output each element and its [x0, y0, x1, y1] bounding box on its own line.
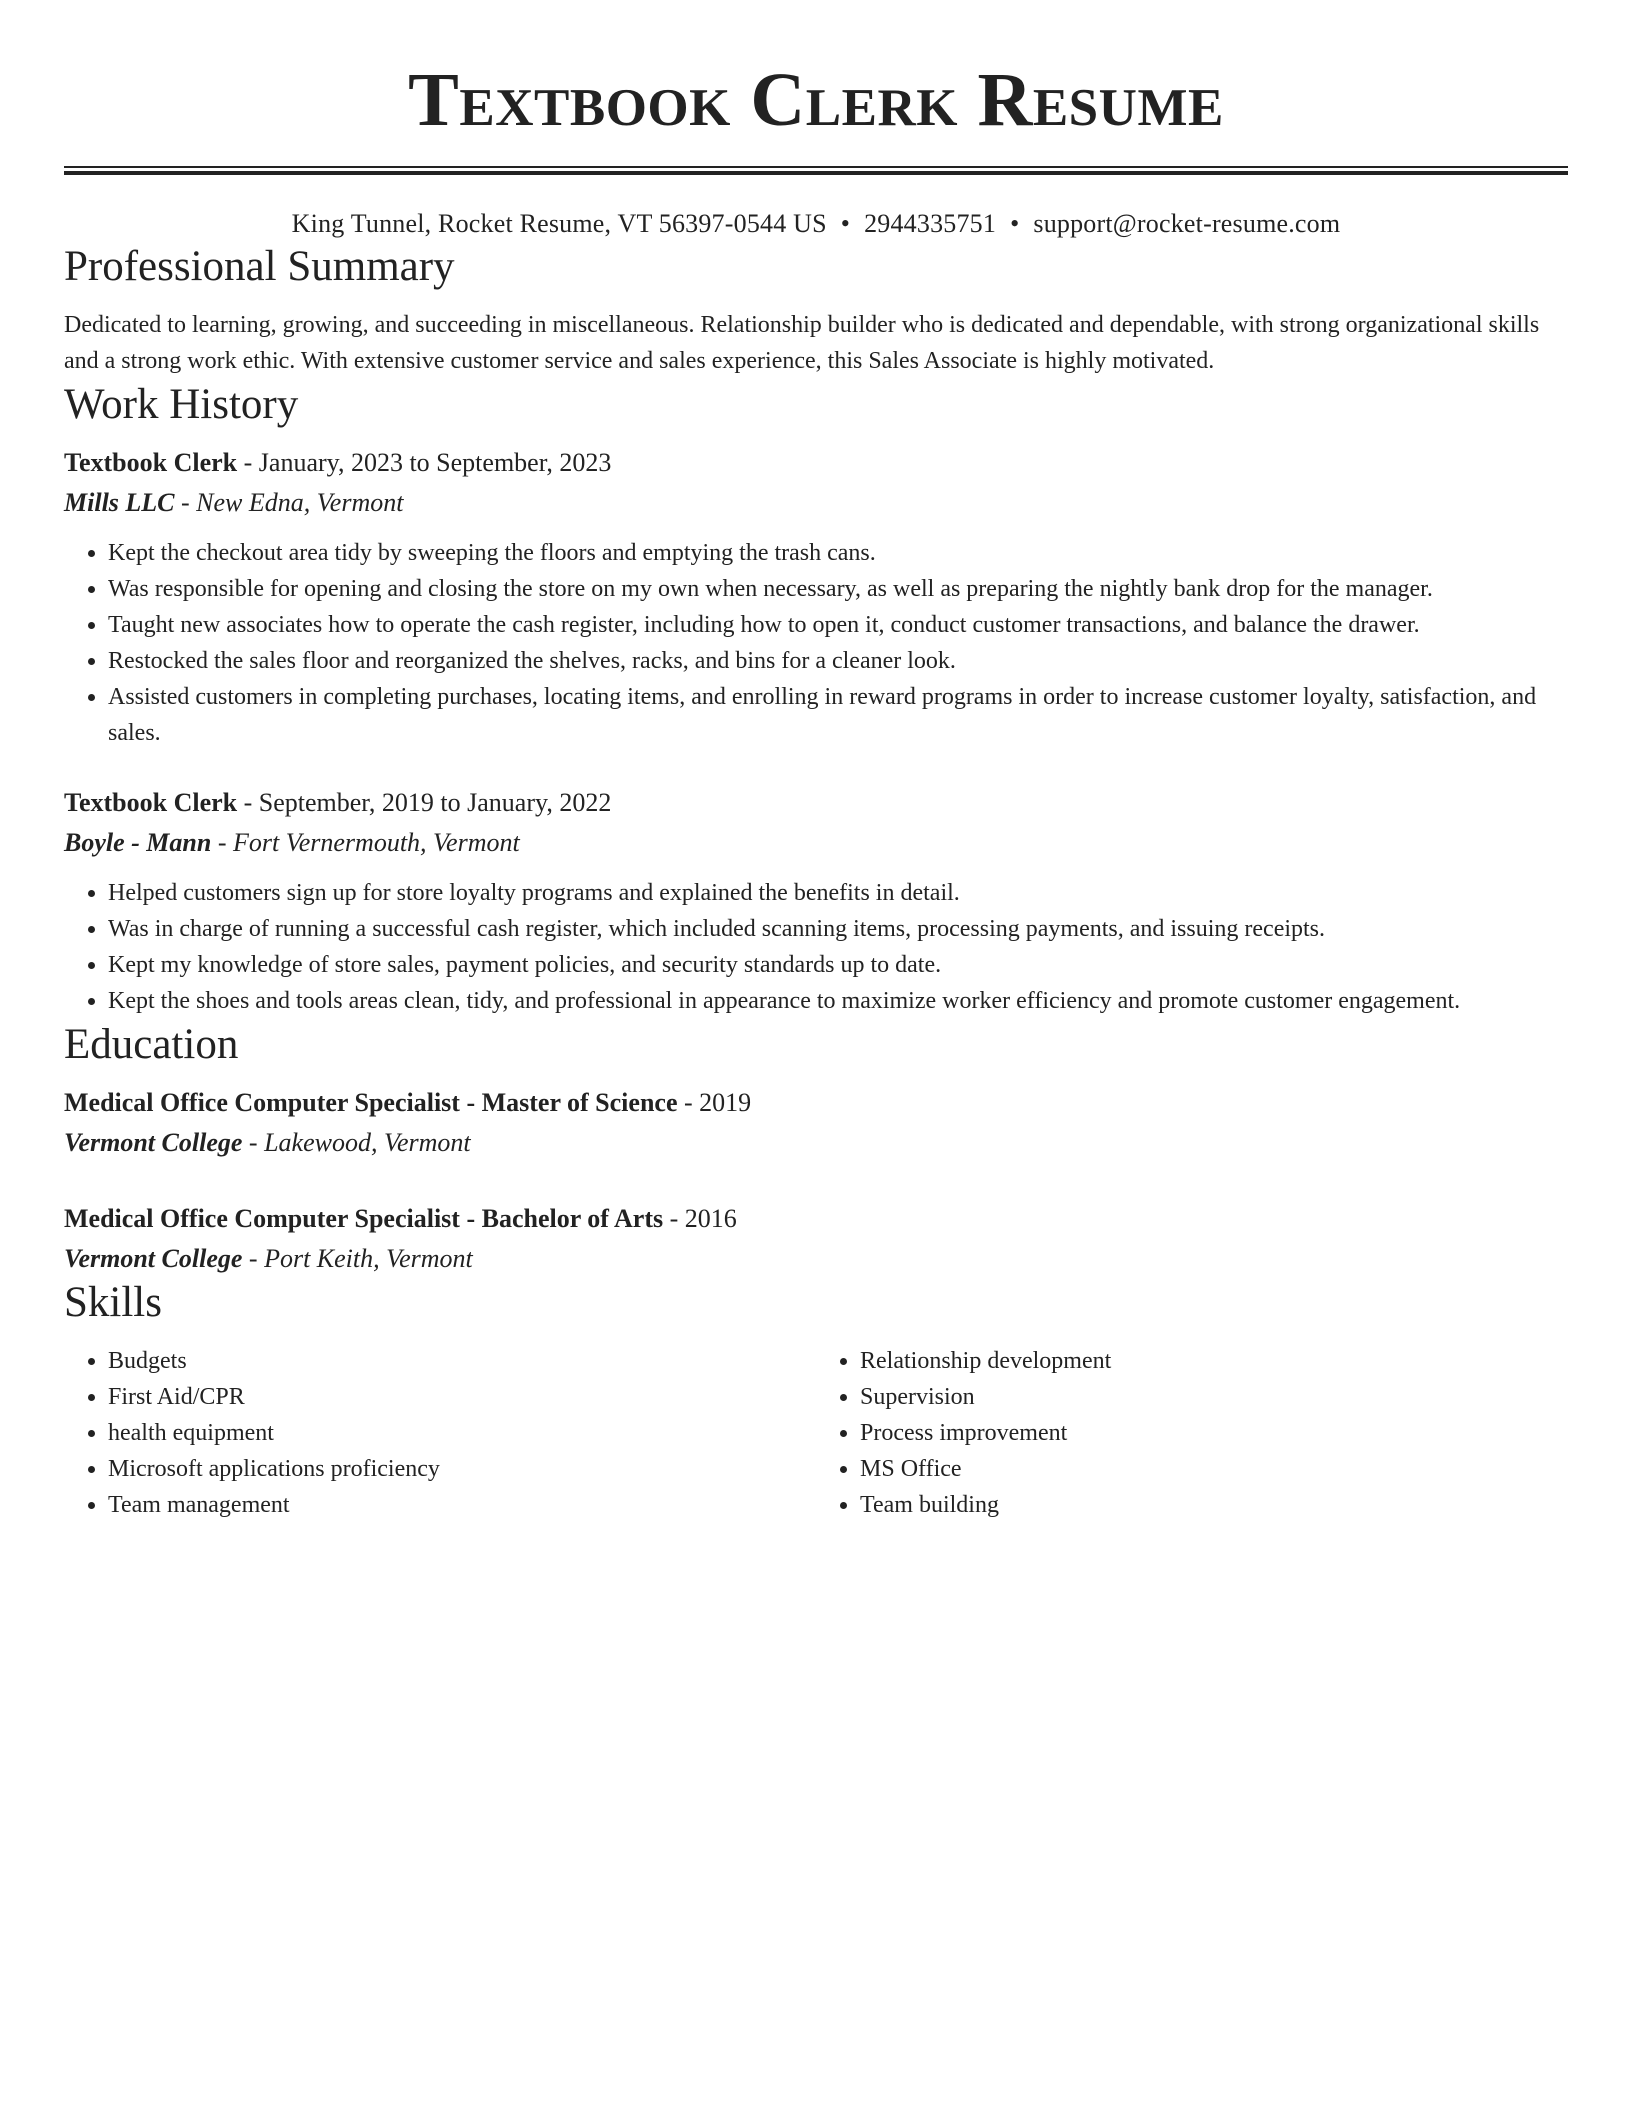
employer-line — [64, 825, 1568, 861]
employer-name: Mills LLC — [64, 488, 175, 517]
degree-name: Medical Office Computer Specialist - Master of Science — [64, 1088, 678, 1117]
degree-year: - 2019 — [677, 1088, 752, 1117]
school-line — [64, 1125, 1568, 1161]
skill-item: • Team management — [108, 1487, 816, 1523]
contact-email: support@rocket-resume.com — [1033, 209, 1341, 238]
degree-year: - 2016 — [663, 1204, 737, 1233]
summary-heading: Professional Summary — [64, 243, 455, 290]
job-entry — [64, 785, 1568, 1019]
employer-location: - Fort Vernermouth, Vermont — [211, 828, 520, 857]
job-duty-item: • Restocked the sales floor and reorganized the shelves, racks, and bins for a cleaner look. — [108, 643, 1568, 679]
job-duty-item: • Helped customers sign up for store loyalty programs and explained the benefits in detail. — [108, 875, 1568, 911]
contact-phone: 2944335751 — [864, 209, 997, 238]
school-line — [64, 1241, 1568, 1277]
job-title: Textbook Clerk — [64, 788, 238, 817]
job-duty-item: • Was in charge of running a successful cash register, which included scanning items, processing payments, and issuing receipts. — [108, 911, 1568, 947]
job-entry — [64, 445, 1568, 751]
education-heading: Education — [64, 1021, 239, 1068]
skills-list — [816, 1343, 1568, 1523]
skill-item: • MS Office — [860, 1451, 1568, 1487]
job-dates: - September, 2019 to January, 2022 — [237, 788, 612, 817]
school-name: Vermont College — [64, 1244, 243, 1273]
school-name: Vermont College — [64, 1128, 243, 1157]
job-title-line — [64, 445, 1568, 481]
skills-list — [64, 1343, 816, 1523]
skills-heading: Skills — [64, 1279, 162, 1326]
job-duty-item: • Was responsible for opening and closing the store on my own when necessary, as well as preparing the nightly bank drop for the manager. — [108, 571, 1568, 607]
summary-text: Dedicated to learning, growing, and succeeding in miscellaneous. Relationship builder who is dedicated and dependable, with strong organizational skills and a strong work ethic. With extensive customer service and sales experience, this Sales Associate is highly motivated. — [64, 312, 1540, 374]
job-dates: - January, 2023 to September, 2023 — [237, 448, 612, 477]
skill-item: • Microsoft applications proficiency — [108, 1451, 816, 1487]
skills-column-left — [64, 1343, 816, 1523]
contact-address: King Tunnel, Rocket Resume, VT 56397-0544 US — [291, 209, 827, 238]
job-duty-item: • Taught new associates how to operate the cash register, including how to open it, conduct customer transactions, and balance the drawer. — [108, 607, 1568, 643]
skill-item: • Team building — [860, 1487, 1568, 1523]
skill-item: • Process improvement — [860, 1415, 1568, 1451]
job-duty-item: • Assisted customers in completing purchases, locating items, and enrolling in reward programs in order to increase customer loyalty, satisfaction, and sales. — [108, 679, 1568, 751]
title-double-rule — [64, 166, 1568, 175]
degree-line — [64, 1085, 1568, 1121]
employer-name: Boyle - Mann — [64, 828, 212, 857]
school-location: - Port Keith, Vermont — [242, 1244, 473, 1273]
skill-item: • First Aid/CPR — [108, 1379, 816, 1415]
contact-separator: • — [1010, 209, 1020, 238]
school-location: - Lakewood, Vermont — [242, 1128, 471, 1157]
job-title: Textbook Clerk — [64, 448, 238, 477]
employer-line — [64, 485, 1568, 521]
resume-title: Textbook Clerk Resume — [408, 58, 1224, 142]
skill-item: • Budgets — [108, 1343, 816, 1379]
job-title-line — [64, 785, 1568, 821]
work-history-heading: Work History — [64, 381, 299, 428]
skill-item: • Supervision — [860, 1379, 1568, 1415]
job-duties-list — [64, 875, 1568, 1019]
skills-columns — [64, 1343, 1568, 1523]
job-duty-item: • Kept the shoes and tools areas clean, tidy, and professional in appearance to maximize worker efficiency and promote customer engagement. — [108, 983, 1568, 1019]
job-duties-list — [64, 535, 1568, 751]
employer-location: - New Edna, Vermont — [174, 488, 404, 517]
contact-line — [64, 207, 1568, 241]
job-duty-item: • Kept my knowledge of store sales, payment policies, and security standards up to date. — [108, 947, 1568, 983]
skills-column-right — [816, 1343, 1568, 1523]
degree-name: Medical Office Computer Specialist - Bachelor of Arts — [64, 1204, 664, 1233]
contact-separator: • — [840, 209, 851, 238]
job-duty-item: • Kept the checkout area tidy by sweeping the floors and emptying the trash cans. — [108, 535, 1568, 571]
degree-line — [64, 1201, 1568, 1237]
education-entry — [64, 1085, 1568, 1161]
skill-item: • Relationship development — [860, 1343, 1568, 1379]
education-entry — [64, 1201, 1568, 1277]
skill-item: • health equipment — [108, 1415, 816, 1451]
